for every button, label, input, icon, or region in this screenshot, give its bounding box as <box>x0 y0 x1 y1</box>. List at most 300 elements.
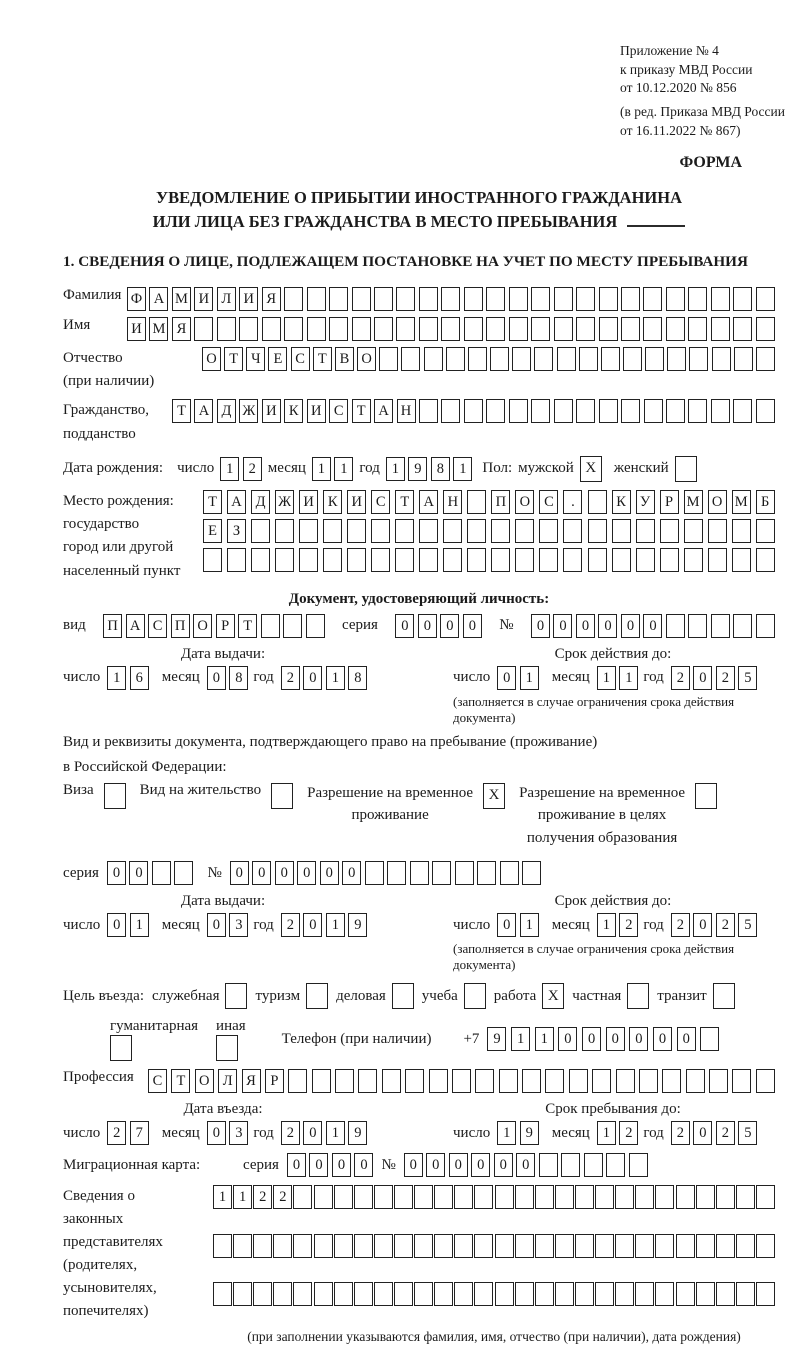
char-cell[interactable]: Я <box>262 287 281 311</box>
char-cell[interactable] <box>419 399 438 423</box>
char-cell[interactable] <box>756 347 775 371</box>
char-cell[interactable] <box>575 1234 594 1258</box>
char-cell[interactable]: К <box>284 399 303 423</box>
char-cell[interactable] <box>588 519 607 543</box>
char-cell[interactable]: 2 <box>107 1121 126 1145</box>
char-cell[interactable]: 0 <box>252 861 271 885</box>
char-cell[interactable] <box>557 347 576 371</box>
char-cell[interactable]: Т <box>203 490 222 514</box>
char-cell[interactable] <box>429 1069 448 1093</box>
char-cell[interactable] <box>452 1069 471 1093</box>
char-cell[interactable]: А <box>227 490 246 514</box>
char-cell[interactable]: С <box>371 490 390 514</box>
char-cell[interactable] <box>696 1185 715 1209</box>
char-cell[interactable] <box>233 1282 252 1306</box>
char-cell[interactable] <box>464 287 483 311</box>
char-cell[interactable] <box>396 317 415 341</box>
char-cell[interactable]: 0 <box>621 614 640 638</box>
char-cell[interactable] <box>464 317 483 341</box>
char-cell[interactable] <box>666 614 685 638</box>
char-cell[interactable]: 0 <box>332 1153 351 1177</box>
char-cell[interactable] <box>110 1035 132 1061</box>
char-cell[interactable] <box>713 983 735 1009</box>
char-cell[interactable] <box>684 548 703 572</box>
char-cell[interactable]: П <box>103 614 122 638</box>
char-cell[interactable] <box>251 519 270 543</box>
char-cell[interactable] <box>467 548 486 572</box>
char-cell[interactable]: 0 <box>497 913 516 937</box>
char-cell[interactable]: 0 <box>463 614 482 638</box>
char-cell[interactable] <box>306 983 328 1009</box>
char-cell[interactable] <box>539 548 558 572</box>
char-cell[interactable] <box>708 519 727 543</box>
char-cell[interactable] <box>509 287 528 311</box>
char-cell[interactable]: О <box>195 1069 214 1093</box>
char-cell[interactable]: 2 <box>671 913 690 937</box>
char-cell[interactable] <box>454 1234 473 1258</box>
char-cell[interactable]: X <box>542 983 564 1009</box>
char-cell[interactable] <box>464 983 486 1009</box>
char-cell[interactable] <box>756 548 775 572</box>
char-cell[interactable] <box>575 1282 594 1306</box>
char-cell[interactable] <box>711 399 730 423</box>
char-cell[interactable] <box>299 548 318 572</box>
char-cell[interactable]: 0 <box>471 1153 490 1177</box>
char-cell[interactable]: У <box>636 490 655 514</box>
char-cell[interactable] <box>756 317 775 341</box>
char-cell[interactable]: 0 <box>418 614 437 638</box>
char-cell[interactable]: 0 <box>404 1153 423 1177</box>
char-cell[interactable] <box>495 1234 514 1258</box>
char-cell[interactable]: С <box>291 347 310 371</box>
char-cell[interactable] <box>636 519 655 543</box>
char-cell[interactable]: 0 <box>449 1153 468 1177</box>
char-cell[interactable] <box>576 287 595 311</box>
char-cell[interactable] <box>756 1282 775 1306</box>
char-cell[interactable] <box>606 1153 625 1177</box>
char-cell[interactable]: Т <box>313 347 332 371</box>
char-cell[interactable] <box>576 317 595 341</box>
char-cell[interactable] <box>104 783 126 809</box>
char-cell[interactable]: Л <box>218 1069 237 1093</box>
char-cell[interactable]: И <box>262 399 281 423</box>
char-cell[interactable]: О <box>357 347 376 371</box>
char-cell[interactable] <box>736 1185 755 1209</box>
char-cell[interactable] <box>688 287 707 311</box>
char-cell[interactable] <box>756 519 775 543</box>
char-cell[interactable] <box>655 1234 674 1258</box>
char-cell[interactable] <box>539 1153 558 1177</box>
char-cell[interactable] <box>394 1185 413 1209</box>
char-cell[interactable] <box>615 1185 634 1209</box>
char-cell[interactable]: 0 <box>426 1153 445 1177</box>
char-cell[interactable]: 1 <box>597 666 616 690</box>
char-cell[interactable] <box>352 287 371 311</box>
char-cell[interactable] <box>635 1234 654 1258</box>
char-cell[interactable] <box>312 1069 331 1093</box>
char-cell[interactable]: С <box>329 399 348 423</box>
char-cell[interactable] <box>522 861 541 885</box>
char-cell[interactable]: 0 <box>342 861 361 885</box>
char-cell[interactable] <box>643 317 662 341</box>
char-cell[interactable]: М <box>149 317 168 341</box>
char-cell[interactable] <box>365 861 384 885</box>
char-cell[interactable]: Т <box>238 614 257 638</box>
char-cell[interactable] <box>666 399 685 423</box>
char-cell[interactable] <box>401 347 420 371</box>
char-cell[interactable] <box>284 287 303 311</box>
char-cell[interactable] <box>500 861 519 885</box>
char-cell[interactable]: 0 <box>558 1027 577 1051</box>
char-cell[interactable] <box>213 1282 232 1306</box>
char-cell[interactable] <box>323 548 342 572</box>
char-cell[interactable]: О <box>515 490 534 514</box>
char-cell[interactable] <box>575 1185 594 1209</box>
char-cell[interactable]: А <box>194 399 213 423</box>
char-cell[interactable]: 0 <box>303 1121 322 1145</box>
char-cell[interactable] <box>667 347 686 371</box>
char-cell[interactable]: 9 <box>520 1121 539 1145</box>
char-cell[interactable]: 1 <box>130 913 149 937</box>
char-cell[interactable] <box>716 1185 735 1209</box>
char-cell[interactable]: 0 <box>606 1027 625 1051</box>
char-cell[interactable] <box>419 287 438 311</box>
char-cell[interactable]: 0 <box>297 861 316 885</box>
char-cell[interactable]: 0 <box>354 1153 373 1177</box>
char-cell[interactable]: 8 <box>431 457 450 481</box>
char-cell[interactable]: С <box>148 614 167 638</box>
char-cell[interactable] <box>711 287 730 311</box>
char-cell[interactable] <box>756 1234 775 1258</box>
char-cell[interactable] <box>354 1234 373 1258</box>
char-cell[interactable] <box>261 614 280 638</box>
char-cell[interactable]: Б <box>756 490 775 514</box>
char-cell[interactable] <box>419 519 438 543</box>
char-cell[interactable]: 2 <box>716 666 735 690</box>
char-cell[interactable]: 0 <box>207 666 226 690</box>
char-cell[interactable]: Р <box>216 614 235 638</box>
char-cell[interactable] <box>314 1282 333 1306</box>
char-cell[interactable] <box>531 287 550 311</box>
char-cell[interactable] <box>474 1282 493 1306</box>
char-cell[interactable]: 0 <box>395 614 414 638</box>
char-cell[interactable]: М <box>732 490 751 514</box>
char-cell[interactable] <box>756 399 775 423</box>
char-cell[interactable] <box>443 548 462 572</box>
char-cell[interactable] <box>374 287 393 311</box>
char-cell[interactable] <box>419 317 438 341</box>
char-cell[interactable] <box>756 287 775 311</box>
char-cell[interactable] <box>588 548 607 572</box>
char-cell[interactable]: 2 <box>281 913 300 937</box>
char-cell[interactable] <box>216 1035 238 1061</box>
char-cell[interactable]: 5 <box>738 666 757 690</box>
char-cell[interactable] <box>535 1234 554 1258</box>
char-cell[interactable] <box>434 1282 453 1306</box>
char-cell[interactable] <box>239 317 258 341</box>
char-cell[interactable]: К <box>612 490 631 514</box>
char-cell[interactable]: 0 <box>207 913 226 937</box>
char-cell[interactable] <box>405 1069 424 1093</box>
char-cell[interactable]: 1 <box>453 457 472 481</box>
char-cell[interactable] <box>688 614 707 638</box>
char-cell[interactable]: А <box>149 287 168 311</box>
char-cell[interactable] <box>491 519 510 543</box>
char-cell[interactable] <box>576 399 595 423</box>
char-cell[interactable] <box>554 287 573 311</box>
char-cell[interactable] <box>374 1185 393 1209</box>
char-cell[interactable]: 0 <box>693 666 712 690</box>
char-cell[interactable]: Ч <box>246 347 265 371</box>
char-cell[interactable] <box>374 1282 393 1306</box>
char-cell[interactable] <box>477 861 496 885</box>
char-cell[interactable] <box>666 317 685 341</box>
char-cell[interactable]: Д <box>251 490 270 514</box>
char-cell[interactable] <box>561 1153 580 1177</box>
char-cell[interactable] <box>531 317 550 341</box>
char-cell[interactable] <box>394 1282 413 1306</box>
char-cell[interactable] <box>635 1282 654 1306</box>
char-cell[interactable] <box>474 1185 493 1209</box>
char-cell[interactable]: 0 <box>582 1027 601 1051</box>
char-cell[interactable] <box>334 1234 353 1258</box>
char-cell[interactable]: 9 <box>487 1027 506 1051</box>
char-cell[interactable] <box>732 519 751 543</box>
char-cell[interactable]: 5 <box>738 913 757 937</box>
char-cell[interactable] <box>446 347 465 371</box>
char-cell[interactable] <box>686 1069 705 1093</box>
char-cell[interactable] <box>588 490 607 514</box>
char-cell[interactable] <box>468 347 487 371</box>
char-cell[interactable]: 2 <box>281 1121 300 1145</box>
char-cell[interactable]: Я <box>172 317 191 341</box>
char-cell[interactable] <box>354 1185 373 1209</box>
char-cell[interactable] <box>352 317 371 341</box>
char-cell[interactable]: 2 <box>716 1121 735 1145</box>
char-cell[interactable] <box>293 1185 312 1209</box>
char-cell[interactable]: Е <box>203 519 222 543</box>
char-cell[interactable] <box>554 399 573 423</box>
char-cell[interactable]: 1 <box>619 666 638 690</box>
char-cell[interactable] <box>711 317 730 341</box>
char-cell[interactable] <box>676 1234 695 1258</box>
char-cell[interactable] <box>441 287 460 311</box>
char-cell[interactable] <box>307 317 326 341</box>
char-cell[interactable] <box>455 861 474 885</box>
char-cell[interactable]: 9 <box>408 457 427 481</box>
char-cell[interactable]: 0 <box>320 861 339 885</box>
char-cell[interactable]: Т <box>172 399 191 423</box>
char-cell[interactable] <box>515 1185 534 1209</box>
char-cell[interactable]: 1 <box>326 913 345 937</box>
char-cell[interactable]: С <box>539 490 558 514</box>
char-cell[interactable]: П <box>491 490 510 514</box>
char-cell[interactable]: 0 <box>275 861 294 885</box>
char-cell[interactable] <box>395 548 414 572</box>
char-cell[interactable]: 2 <box>671 666 690 690</box>
char-cell[interactable] <box>615 1234 634 1258</box>
char-cell[interactable] <box>293 1282 312 1306</box>
char-cell[interactable]: 3 <box>229 913 248 937</box>
char-cell[interactable] <box>441 399 460 423</box>
char-cell[interactable] <box>623 347 642 371</box>
char-cell[interactable]: Н <box>443 490 462 514</box>
char-cell[interactable] <box>700 1027 719 1051</box>
char-cell[interactable] <box>203 548 222 572</box>
char-cell[interactable]: М <box>172 287 191 311</box>
char-cell[interactable] <box>696 1282 715 1306</box>
char-cell[interactable]: 1 <box>497 1121 516 1145</box>
char-cell[interactable]: И <box>239 287 258 311</box>
char-cell[interactable]: 2 <box>716 913 735 937</box>
char-cell[interactable]: 2 <box>671 1121 690 1145</box>
char-cell[interactable] <box>251 548 270 572</box>
char-cell[interactable] <box>635 1185 654 1209</box>
char-cell[interactable] <box>387 861 406 885</box>
char-cell[interactable]: 1 <box>233 1185 252 1209</box>
char-cell[interactable]: 0 <box>497 666 516 690</box>
char-cell[interactable] <box>454 1185 473 1209</box>
char-cell[interactable] <box>358 1069 377 1093</box>
char-cell[interactable] <box>275 519 294 543</box>
char-cell[interactable] <box>314 1185 333 1209</box>
char-cell[interactable]: Т <box>352 399 371 423</box>
char-cell[interactable]: И <box>194 287 213 311</box>
char-cell[interactable]: З <box>227 519 246 543</box>
char-cell[interactable] <box>374 1234 393 1258</box>
char-cell[interactable] <box>696 1234 715 1258</box>
char-cell[interactable]: 0 <box>107 861 126 885</box>
char-cell[interactable] <box>464 399 483 423</box>
char-cell[interactable] <box>262 317 281 341</box>
char-cell[interactable] <box>554 317 573 341</box>
char-cell[interactable]: Д <box>217 399 236 423</box>
char-cell[interactable] <box>756 614 775 638</box>
char-cell[interactable]: 0 <box>207 1121 226 1145</box>
char-cell[interactable] <box>666 287 685 311</box>
char-cell[interactable] <box>288 1069 307 1093</box>
char-cell[interactable] <box>299 519 318 543</box>
char-cell[interactable] <box>432 861 451 885</box>
char-cell[interactable] <box>615 1282 634 1306</box>
char-cell[interactable] <box>595 1282 614 1306</box>
char-cell[interactable]: 1 <box>386 457 405 481</box>
char-cell[interactable]: 0 <box>531 614 550 638</box>
char-cell[interactable] <box>334 1185 353 1209</box>
char-cell[interactable] <box>599 287 618 311</box>
char-cell[interactable] <box>675 456 697 482</box>
char-cell[interactable] <box>509 399 528 423</box>
char-cell[interactable] <box>253 1282 272 1306</box>
char-cell[interactable]: И <box>347 490 366 514</box>
char-cell[interactable] <box>253 1234 272 1258</box>
char-cell[interactable]: 0 <box>653 1027 672 1051</box>
char-cell[interactable] <box>712 347 731 371</box>
char-cell[interactable] <box>475 1069 494 1093</box>
char-cell[interactable] <box>636 548 655 572</box>
char-cell[interactable]: 0 <box>309 1153 328 1177</box>
char-cell[interactable] <box>486 287 505 311</box>
char-cell[interactable]: И <box>299 490 318 514</box>
char-cell[interactable] <box>733 287 752 311</box>
char-cell[interactable] <box>621 399 640 423</box>
char-cell[interactable] <box>495 1282 514 1306</box>
char-cell[interactable]: 2 <box>281 666 300 690</box>
char-cell[interactable] <box>213 1234 232 1258</box>
char-cell[interactable]: О <box>202 347 221 371</box>
char-cell[interactable]: 0 <box>693 913 712 937</box>
char-cell[interactable] <box>515 1234 534 1258</box>
char-cell[interactable]: 0 <box>516 1153 535 1177</box>
char-cell[interactable] <box>396 287 415 311</box>
char-cell[interactable] <box>441 317 460 341</box>
char-cell[interactable]: Е <box>268 347 287 371</box>
char-cell[interactable] <box>414 1185 433 1209</box>
char-cell[interactable] <box>293 1234 312 1258</box>
char-cell[interactable]: В <box>335 347 354 371</box>
char-cell[interactable] <box>644 399 663 423</box>
char-cell[interactable] <box>414 1234 433 1258</box>
char-cell[interactable] <box>531 399 550 423</box>
char-cell[interactable]: 0 <box>553 614 572 638</box>
char-cell[interactable] <box>335 1069 354 1093</box>
char-cell[interactable] <box>535 1282 554 1306</box>
char-cell[interactable] <box>688 399 707 423</box>
char-cell[interactable] <box>708 548 727 572</box>
char-cell[interactable]: Т <box>224 347 243 371</box>
char-cell[interactable]: 0 <box>129 861 148 885</box>
char-cell[interactable]: 2 <box>243 457 262 481</box>
char-cell[interactable] <box>334 1282 353 1306</box>
char-cell[interactable]: А <box>374 399 393 423</box>
char-cell[interactable] <box>392 983 414 1009</box>
char-cell[interactable] <box>227 548 246 572</box>
char-cell[interactable]: Л <box>217 287 236 311</box>
char-cell[interactable] <box>627 983 649 1009</box>
char-cell[interactable] <box>329 317 348 341</box>
char-cell[interactable] <box>555 1185 574 1209</box>
char-cell[interactable] <box>314 1234 333 1258</box>
char-cell[interactable] <box>515 1282 534 1306</box>
char-cell[interactable] <box>662 1069 681 1093</box>
char-cell[interactable] <box>443 519 462 543</box>
char-cell[interactable]: Ж <box>275 490 294 514</box>
char-cell[interactable]: 6 <box>130 666 149 690</box>
char-cell[interactable]: . <box>563 490 582 514</box>
char-cell[interactable]: 1 <box>535 1027 554 1051</box>
char-cell[interactable]: 0 <box>230 861 249 885</box>
char-cell[interactable]: Т <box>171 1069 190 1093</box>
char-cell[interactable] <box>522 1069 541 1093</box>
char-cell[interactable] <box>584 1153 603 1177</box>
char-cell[interactable] <box>733 399 752 423</box>
char-cell[interactable] <box>283 614 302 638</box>
char-cell[interactable] <box>539 519 558 543</box>
char-cell[interactable]: 0 <box>576 614 595 638</box>
char-cell[interactable]: 1 <box>520 666 539 690</box>
char-cell[interactable]: 1 <box>597 1121 616 1145</box>
char-cell[interactable] <box>579 347 598 371</box>
char-cell[interactable] <box>486 399 505 423</box>
char-cell[interactable]: 1 <box>213 1185 232 1209</box>
char-cell[interactable] <box>486 317 505 341</box>
char-cell[interactable] <box>569 1069 588 1093</box>
char-cell[interactable] <box>595 1234 614 1258</box>
char-cell[interactable]: 8 <box>348 666 367 690</box>
char-cell[interactable] <box>732 1069 751 1093</box>
char-cell[interactable] <box>499 1069 518 1093</box>
char-cell[interactable] <box>639 1069 658 1093</box>
